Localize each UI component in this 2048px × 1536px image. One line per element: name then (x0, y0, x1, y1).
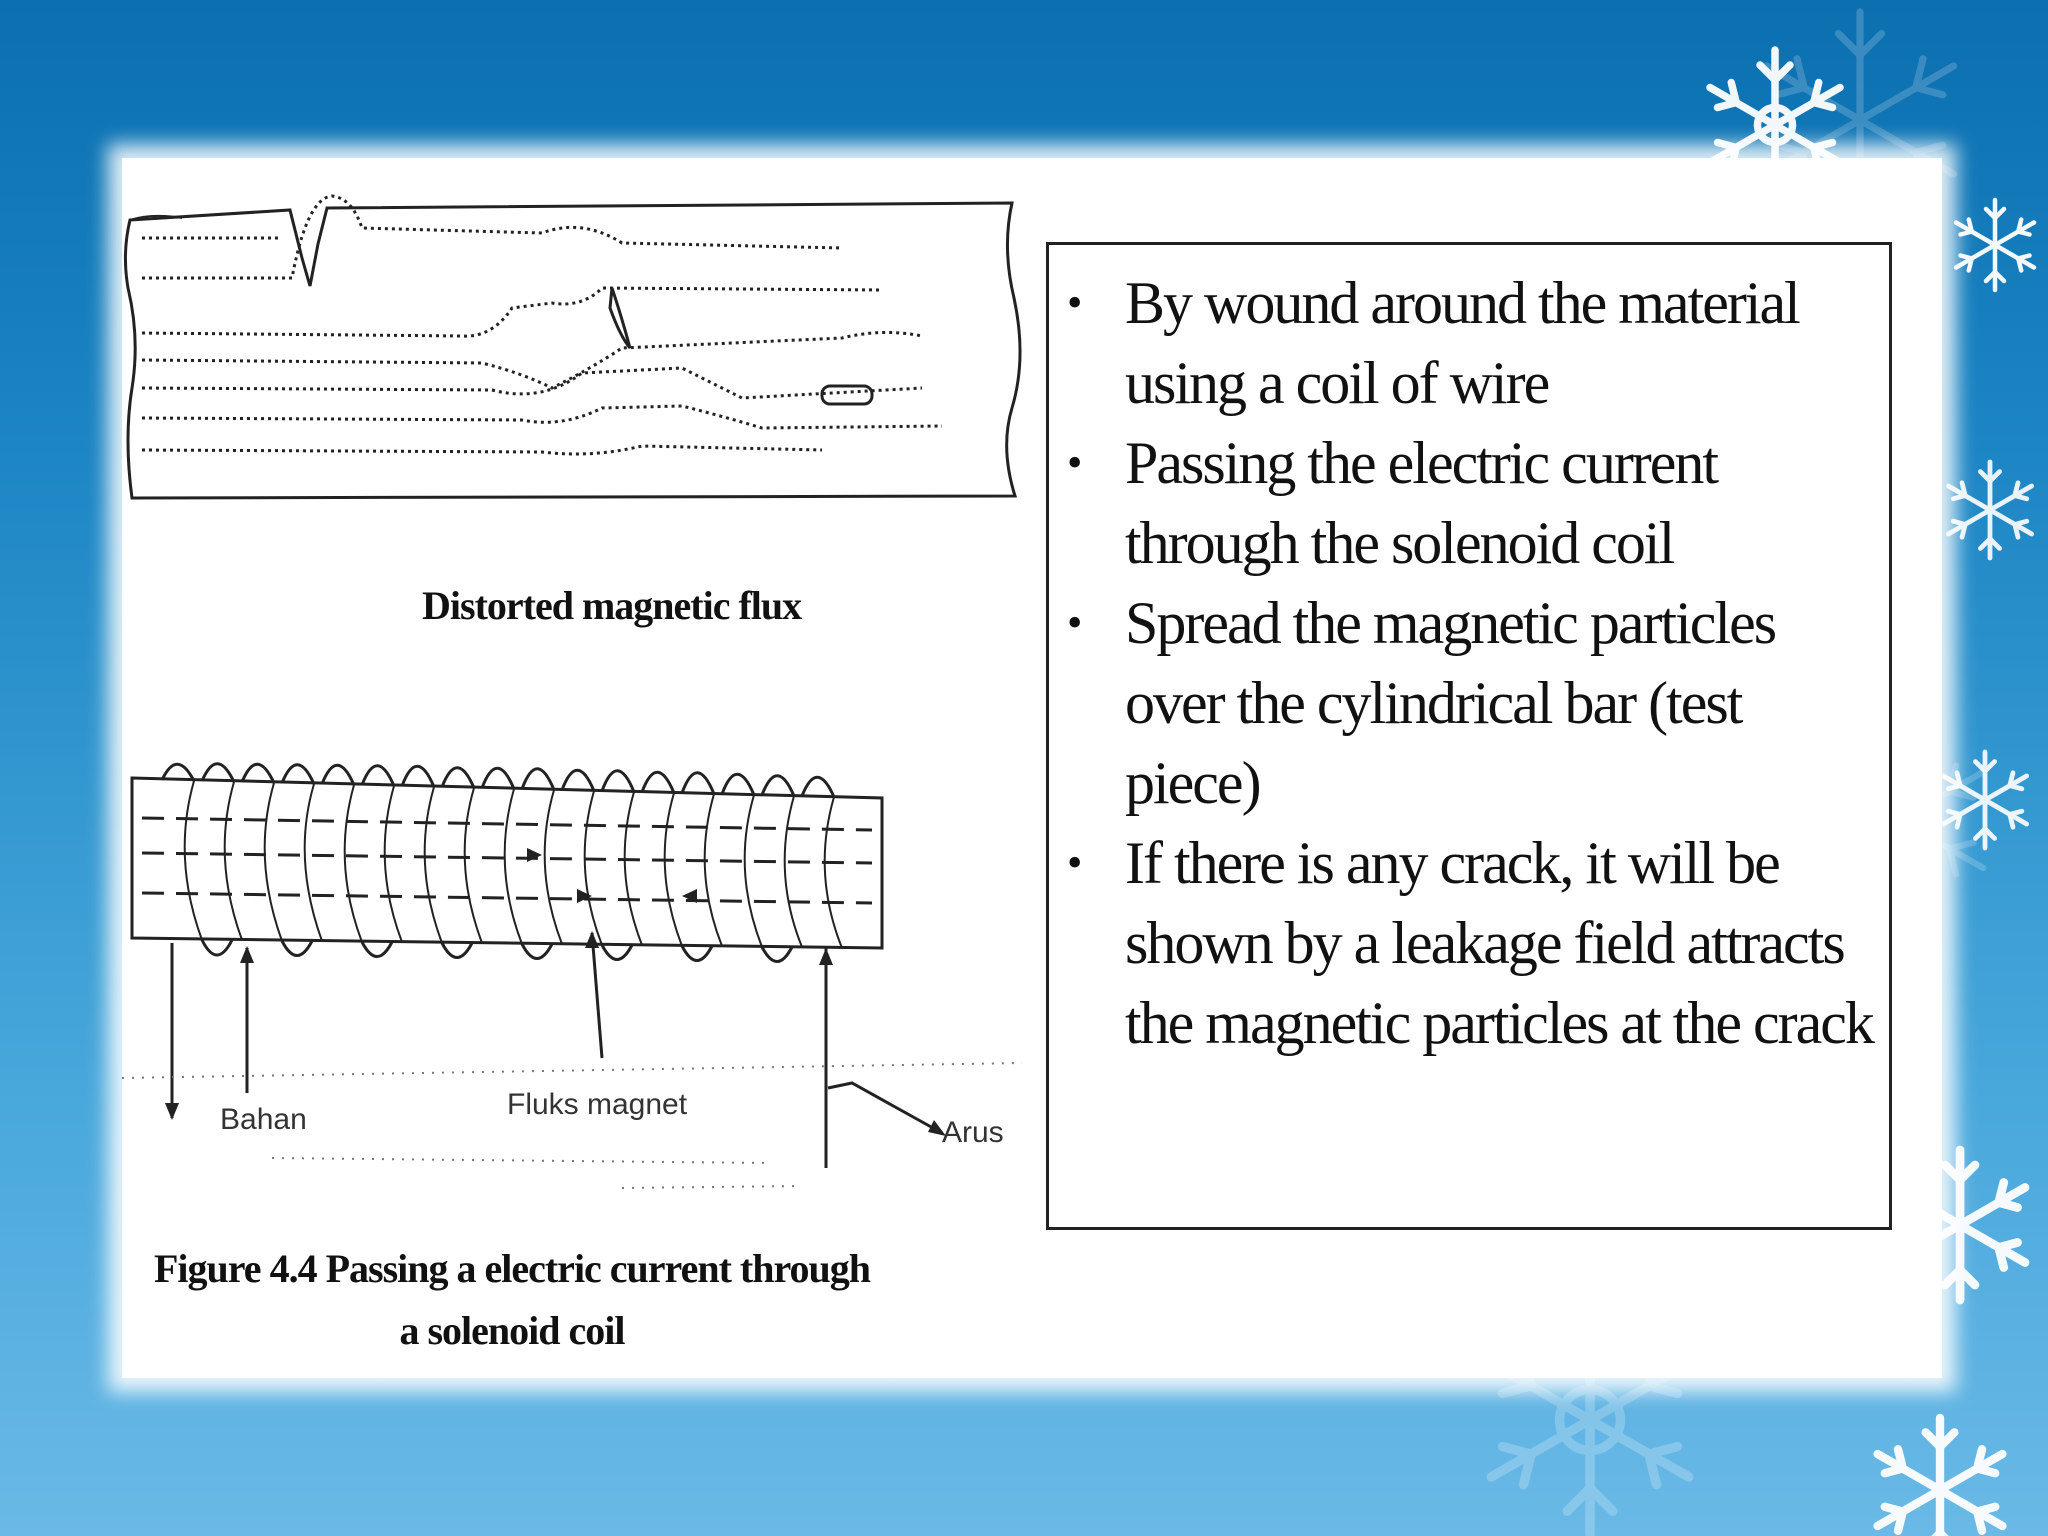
slide-content-card (122, 158, 1942, 1378)
diagram-label-current: Arus (942, 1116, 1004, 1149)
bullet-marker: • (1067, 278, 1081, 327)
bullet-text-box (1046, 242, 1892, 1230)
bullet-text: Spread the magnetic particles over the cylindrical bar (test piece) (1125, 590, 1776, 816)
diagram-label-flux: Fluks magnet (507, 1088, 688, 1121)
snowflake-icon (1878, 1418, 2003, 1536)
figure-illustrations (122, 158, 1042, 1378)
bullet-item (1059, 823, 1879, 1063)
snowflake-icon (1948, 462, 2031, 558)
bullet-marker: • (1067, 438, 1081, 487)
bullet-text: If there is any crack, it will be shown by a leakage field attracts the magnetic particles at the crack (1125, 830, 1873, 1056)
top-figure-caption: Distorted magnetic flux (422, 583, 802, 628)
bullet-marker: • (1067, 838, 1081, 887)
bottom-figure-caption: Figure 4.4 Passing a electric current through a solenoid coil (153, 1246, 870, 1353)
bullet-item (1059, 423, 1879, 583)
bullet-list (1059, 263, 1879, 1063)
bullet-item (1059, 583, 1879, 823)
bullet-marker: • (1067, 598, 1081, 647)
diagram-label-material: Bahan (220, 1103, 307, 1136)
distorted-flux-bar-diagram (125, 196, 1020, 498)
bullet-item (1059, 263, 1879, 423)
snowflake-icon (1956, 200, 2034, 290)
bullet-text: By wound around the material using a coil of wire (1125, 270, 1799, 416)
bullet-text: Passing the electric current through the solenoid coil (1125, 430, 1718, 576)
